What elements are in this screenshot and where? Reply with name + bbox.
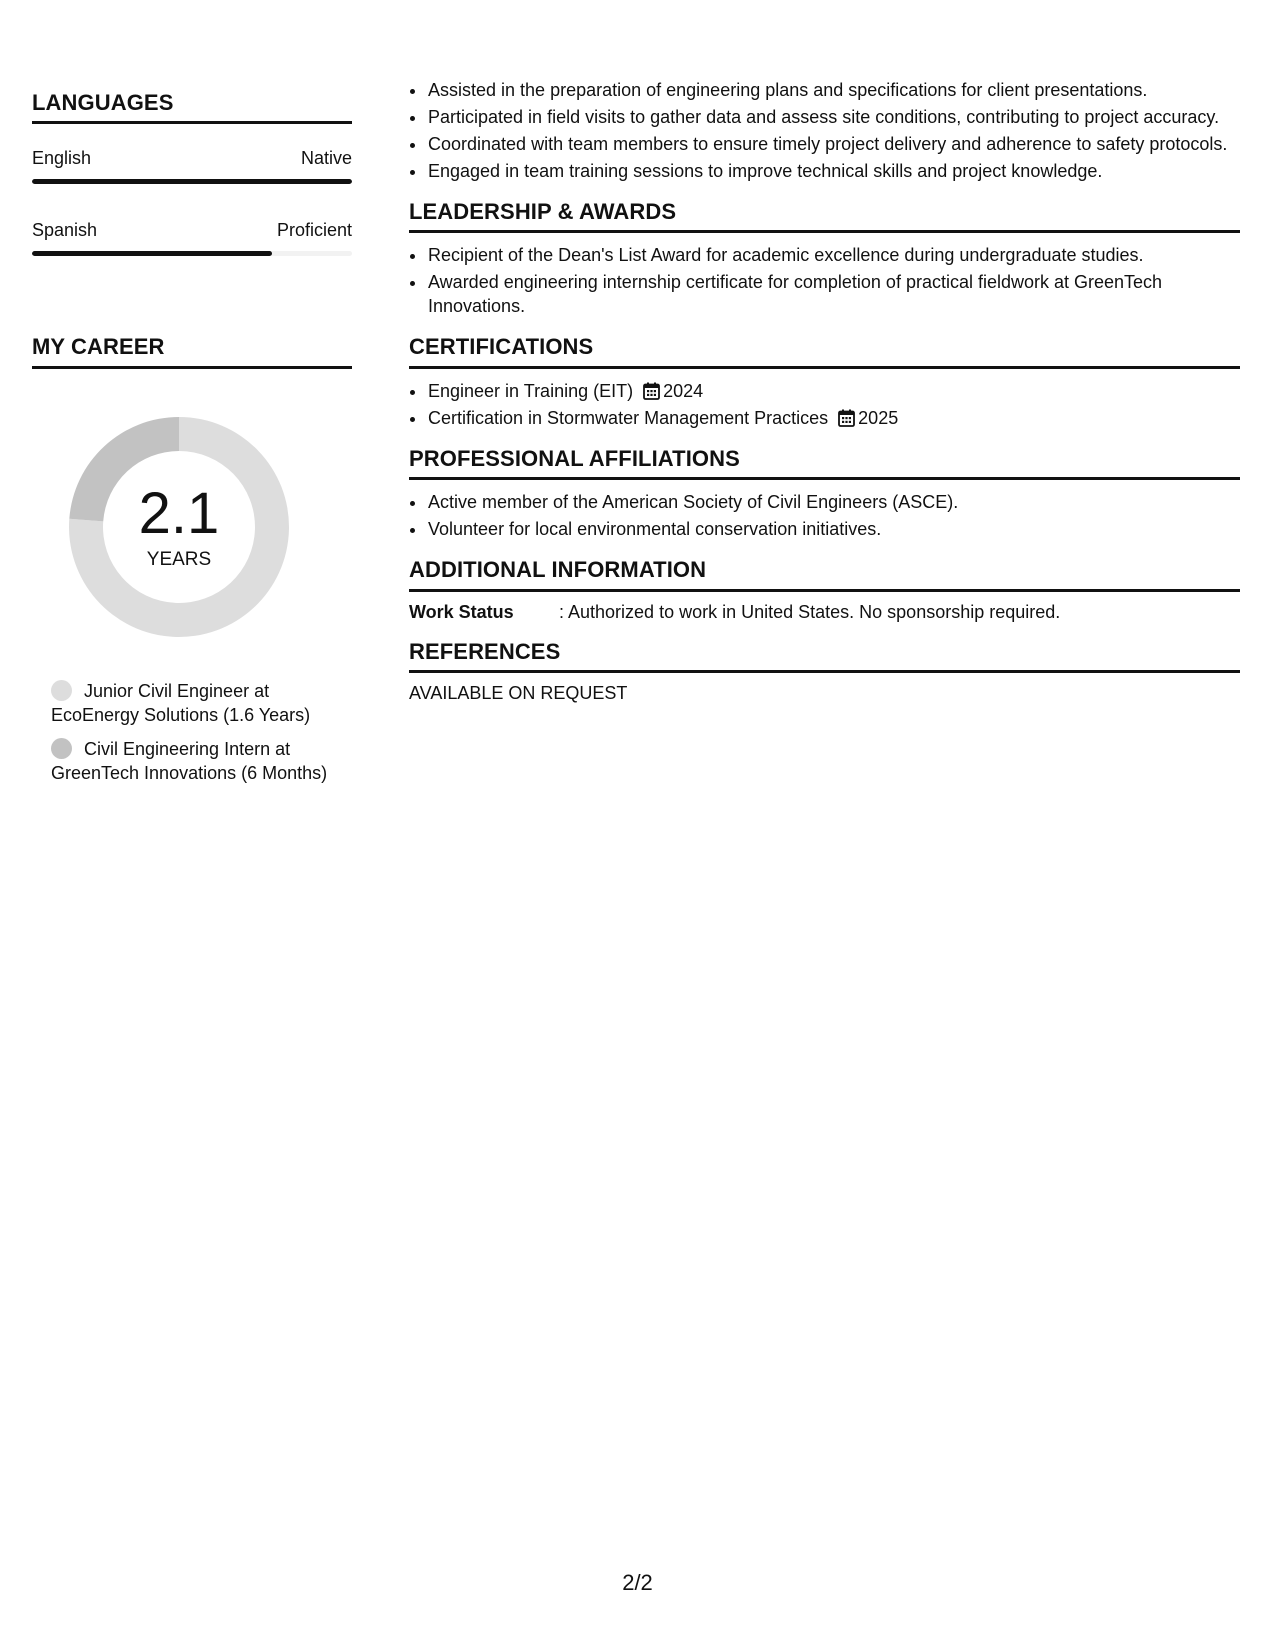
language-name: Spanish: [32, 220, 98, 241]
affiliation-item: • Active member of the American Society of Civil Engineers (ASCE).: [427, 490, 1240, 514]
certifications-section: [409, 334, 1240, 429]
career-legend-item: [51, 737, 341, 785]
work-status-row: [409, 602, 1240, 623]
language-level: Native: [300, 148, 352, 169]
leadership-list: [409, 243, 1240, 318]
career-legend-label: Civil Engineering Intern at GreenTech Innovations (6 Months): [51, 738, 328, 783]
certification-name: Engineer in Training (EIT): [428, 380, 634, 401]
affiliations-section: [409, 446, 1240, 541]
language-row-english: [32, 148, 352, 169]
career-legend-item: [51, 679, 341, 727]
career-total-unit: YEARS: [146, 548, 212, 570]
experience-bullet: • Participated in field visits to gather data and assess site conditions, contributing to project accuracy.: [427, 105, 1240, 129]
calendar-icon: [643, 382, 660, 400]
language-row-spanish: [32, 220, 352, 241]
career-donut-chart: [65, 413, 293, 641]
leadership-item: • Awarded engineering internship certificate for completion of practical fieldwork at GreenTech Innovations.: [427, 270, 1240, 318]
left-column: [32, 90, 352, 795]
leadership-item: • Recipient of the Dean's List Award for academic excellence during undergraduate studies.: [427, 243, 1240, 267]
affiliations-list: [409, 490, 1240, 541]
language-bar-spanish: [32, 251, 352, 256]
career-heading: MY CAREER: [32, 334, 352, 368]
experience-bullet: • Engaged in team training sessions to improve technical skills and project knowledge.: [427, 159, 1240, 183]
right-column: [409, 78, 1240, 704]
languages-heading: LANGUAGES: [32, 90, 352, 124]
page-number: 2/2: [622, 1570, 653, 1595]
certification-year: 2024: [663, 380, 704, 401]
experience-bullet-list: [409, 78, 1240, 183]
certifications-list: [409, 379, 1240, 430]
legend-dot: [51, 738, 72, 759]
additional-info-heading: ADDITIONAL INFORMATION: [409, 557, 1240, 591]
language-level: Proficient: [276, 220, 352, 241]
additional-info-section: [409, 557, 1240, 622]
language-bar-fill: [32, 251, 272, 256]
affiliations-heading: PROFESSIONAL AFFILIATIONS: [409, 446, 1240, 480]
work-status-label: Work Status: [409, 601, 514, 622]
career-legend-label: Junior Civil Engineer at EcoEnergy Solutions (1.6 Years): [51, 680, 311, 725]
references-text: AVAILABLE ON REQUEST: [409, 682, 628, 703]
experience-bullet: • Assisted in the preparation of engineering plans and specifications for client presentations.: [427, 78, 1240, 102]
certification-item: [427, 379, 1240, 403]
language-bar-fill: [32, 179, 352, 184]
certification-name: Certification in Stormwater Management Practices: [428, 407, 829, 428]
work-status-value: : Authorized to work in United States. No sponsorship required.: [559, 601, 1061, 622]
calendar-icon: [838, 409, 855, 427]
leadership-heading: LEADERSHIP & AWARDS: [409, 199, 1240, 233]
references-section: [409, 639, 1240, 704]
language-name: English: [32, 148, 92, 169]
references-heading: REFERENCES: [409, 639, 1240, 673]
career-total-years: 2.1: [138, 480, 220, 546]
legend-dot: [51, 680, 72, 701]
leadership-section: [409, 199, 1240, 318]
affiliation-item: • Volunteer for local environmental conservation initiatives.: [427, 517, 1240, 541]
certifications-heading: CERTIFICATIONS: [409, 334, 1240, 368]
language-bar-english: [32, 179, 352, 184]
certification-item: [427, 406, 1240, 430]
certification-year: 2025: [858, 407, 899, 428]
experience-bullet: • Coordinated with team members to ensure timely project delivery and adherence to safety protocols.: [427, 132, 1240, 156]
career-legend: [51, 679, 341, 785]
